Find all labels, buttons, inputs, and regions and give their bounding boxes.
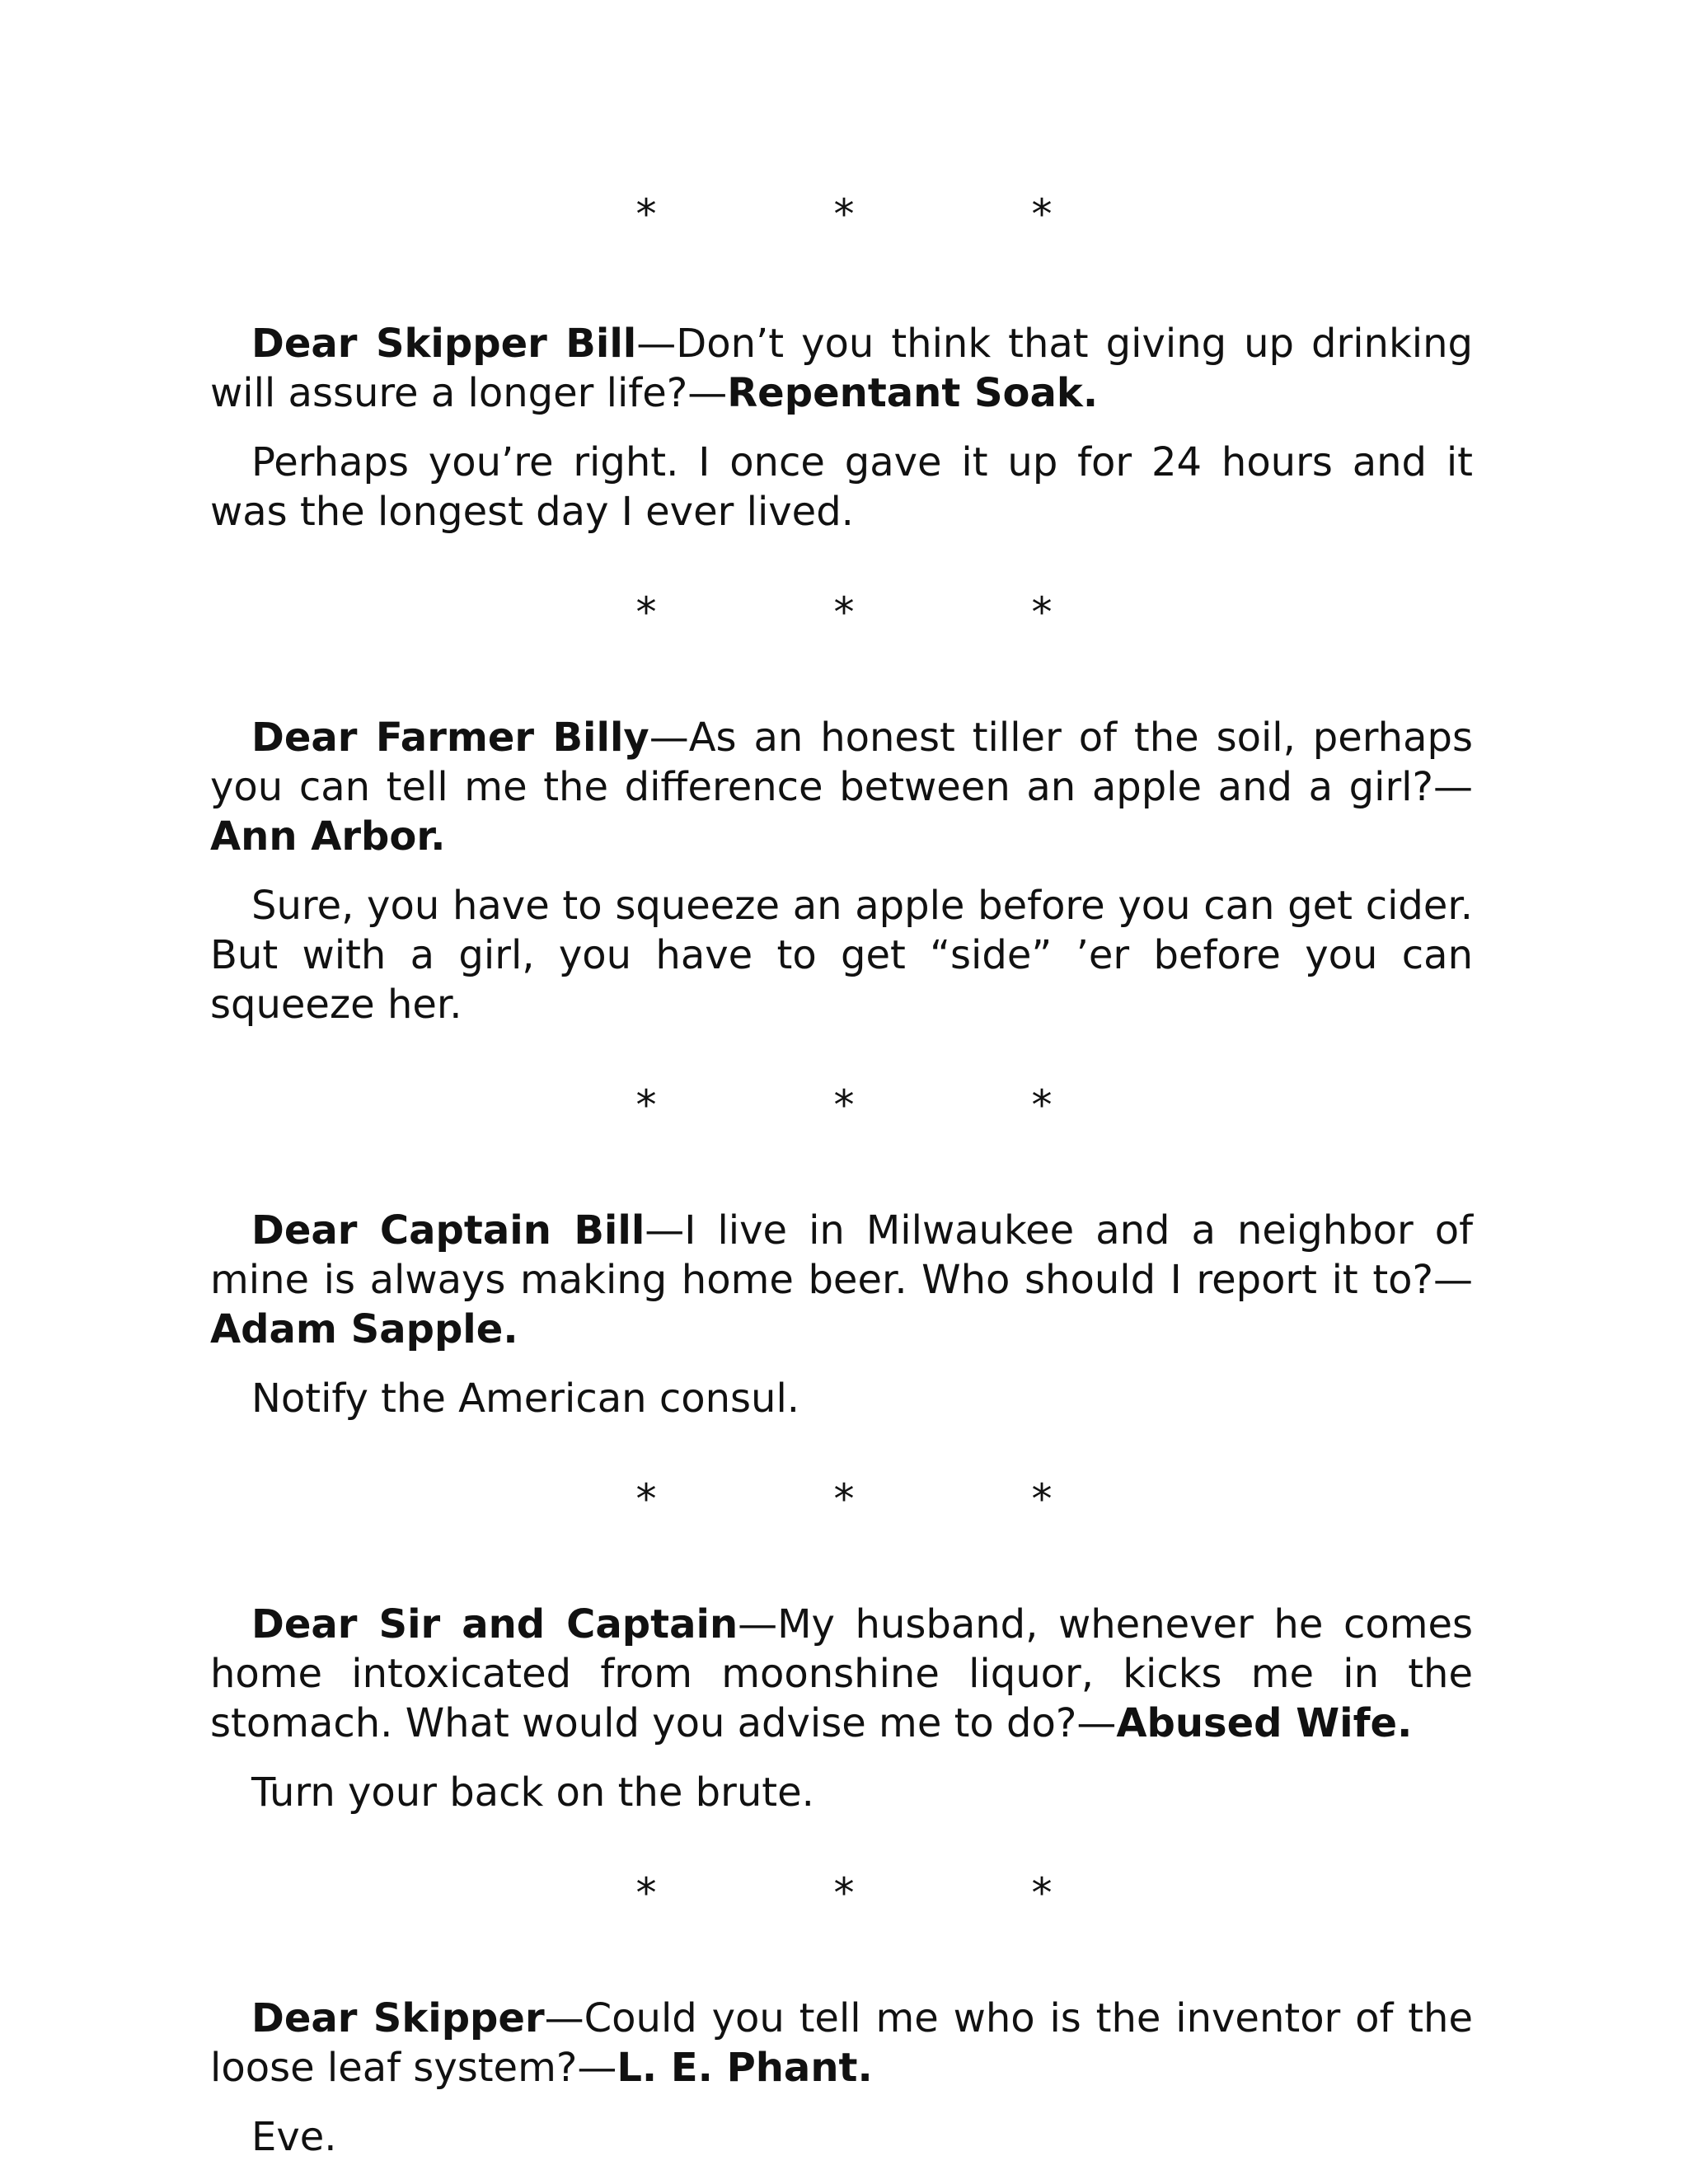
letter-entry: [210, 713, 1473, 1130]
asterisk: *: [1031, 1869, 1053, 1917]
asterisk: *: [1031, 1475, 1053, 1523]
letter-signature: Ann Arbor.: [210, 813, 446, 860]
letter-question: [210, 319, 1473, 418]
letter-entry: [210, 1994, 1473, 2162]
section-separator: [210, 588, 1473, 637]
letter-salutation: Dear Captain Bill: [251, 1207, 645, 1254]
letter-signature: Repentant Soak.: [727, 370, 1099, 416]
letter-answer: Eve.: [251, 2114, 337, 2160]
asterisk: *: [833, 588, 855, 636]
letter-question: [210, 1600, 1473, 1748]
asterisk: *: [1031, 190, 1053, 238]
asterisk: *: [635, 1081, 657, 1129]
letter-question-text: —Don’t you think that giving up drinking will assure a longer life?—: [210, 321, 1473, 416]
asterisk: *: [1031, 588, 1053, 636]
document-page: [210, 190, 1473, 2162]
letter-salutation: Dear Skipper Bill: [251, 321, 637, 367]
section-separator: [210, 1474, 1473, 1524]
letter-salutation: Dear Sir and Captain: [251, 1601, 738, 1647]
asterisk: *: [635, 588, 657, 636]
letter-question-text: —As an honest tiller of the soil, perhaps you can tell me the difference between an apple and a girl?—: [210, 715, 1473, 810]
asterisk: *: [635, 1475, 657, 1523]
letter-signature: Abused Wife.: [1116, 1700, 1413, 1746]
asterisk: *: [833, 1869, 855, 1917]
letter-question: [210, 1206, 1473, 1354]
section-separator: [210, 190, 1473, 239]
letter-question-text: —I live in Milwaukee and a neighbor of mine is always making home beer. Who should I report it to?—: [210, 1207, 1474, 1303]
letter-answer: Sure, you have to squeeze an apple before you can get cider. But with a girl, you have to get “side” ’er before you can squeeze her.: [210, 883, 1473, 1028]
letter-entry: [210, 319, 1473, 637]
letter-salutation: Dear Skipper: [251, 1995, 545, 2041]
asterisk: *: [635, 1869, 657, 1917]
letter-question-text: —My husband, whenever he comes home intoxicated from moonshine liquor, kicks me in the stomach. What would you advise me to do?—: [210, 1601, 1473, 1746]
asterisk: *: [833, 1081, 855, 1129]
asterisk: *: [833, 1475, 855, 1523]
letter-question: [210, 713, 1473, 861]
section-separator: [210, 1080, 1473, 1130]
letter-entry: [210, 1600, 1473, 1918]
letter-salutation: Dear Farmer Billy: [251, 715, 649, 761]
letter-answer: Perhaps you’re right. I once gave it up for 24 hours and it was the longest day I ever lived.: [210, 439, 1473, 535]
asterisk: *: [833, 190, 855, 238]
letter-answer: Turn your back on the brute.: [251, 1769, 814, 1816]
letter-question: [210, 1994, 1473, 2093]
section-separator: [210, 1868, 1473, 1918]
letter-entry: [210, 1206, 1473, 1524]
letter-question-text: —Could you tell me who is the inventor of the loose leaf system?—: [210, 1995, 1473, 2091]
asterisk: *: [1031, 1081, 1053, 1129]
letter-answer: Notify the American consul.: [251, 1376, 800, 1422]
letter-signature: Adam Sapple.: [210, 1306, 518, 1352]
letter-signature: L. E. Phant.: [617, 2045, 873, 2091]
asterisk: *: [635, 190, 657, 238]
